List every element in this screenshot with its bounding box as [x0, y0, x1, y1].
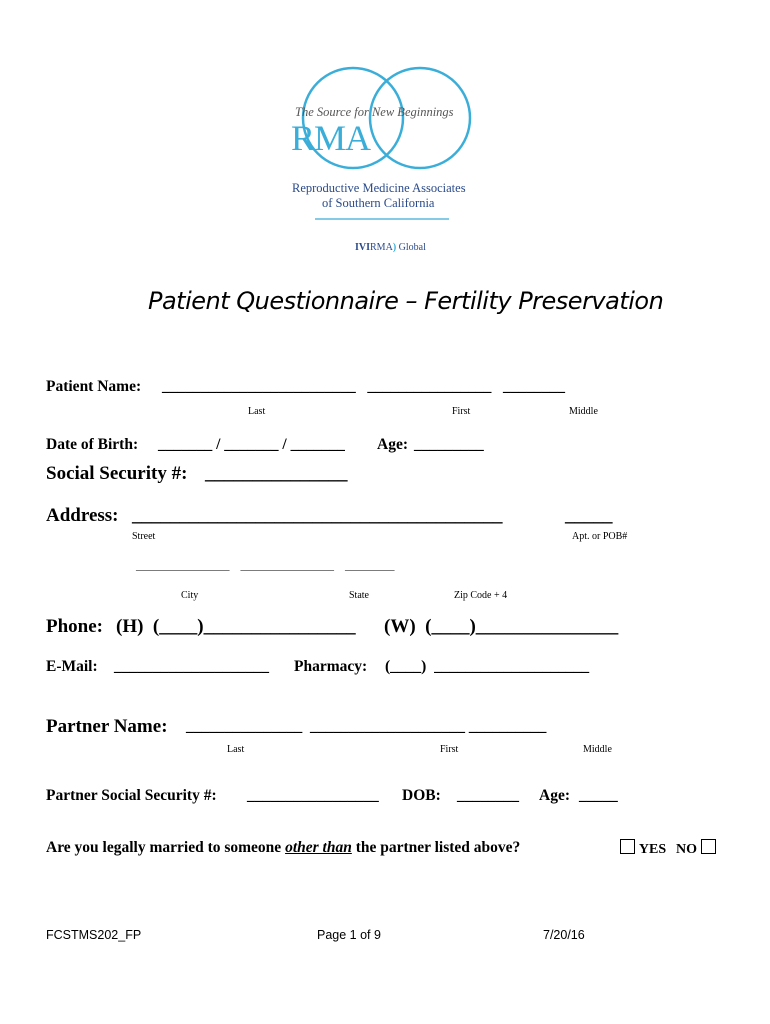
patient-name-label: Patient Name: — [46, 378, 142, 395]
partner-dob-label: DOB: — [402, 787, 441, 804]
address-street-field[interactable]: _______________________________________ — [132, 505, 503, 526]
married-question-emph: other than — [285, 839, 352, 856]
dob-field[interactable]: _______ / _______ / _______ — [158, 436, 345, 453]
partner-name-field[interactable]: _______________ ____________________ __________ — [186, 718, 547, 735]
partner-dob-field[interactable]: ________ — [457, 787, 519, 804]
married-question-post: the partner listed above? — [351, 839, 521, 856]
yes-checkbox[interactable] — [620, 839, 635, 854]
logo-network-mid: RMA — [370, 242, 393, 253]
logo-network-suffix: Global — [398, 242, 426, 253]
address-line2-field[interactable]: _________________ _________________ _________ — [136, 560, 395, 572]
partner-age-label: Age: — [539, 787, 570, 804]
logo-tagline: The Source for New Beginnings — [295, 105, 454, 119]
yes-label: YES — [638, 842, 667, 857]
patient-name-field[interactable]: _________________________ ________________ ________ — [162, 378, 565, 395]
caption-street: Street — [132, 531, 156, 542]
caption-last: Last — [248, 406, 266, 417]
caption-middle: Middle — [569, 406, 598, 417]
logo-network — [345, 231, 426, 264]
footer-page-number: Page 1 of 9 — [317, 928, 381, 942]
no-checkbox[interactable] — [701, 839, 716, 854]
address-label: Address: — [46, 505, 119, 526]
page-title: Patient Questionnaire – Fertility Preservation — [148, 287, 664, 315]
age-field[interactable]: _________ — [414, 436, 484, 453]
married-yes-option[interactable] — [620, 839, 666, 858]
age-label: Age: — [377, 436, 408, 453]
footer-form-code: FCSTMS202_FP — [46, 928, 142, 942]
email-label: E-Mail: — [46, 658, 98, 675]
ssn-field[interactable]: _______________ — [205, 463, 348, 484]
caption-partner-last: Last — [227, 744, 245, 755]
email-field[interactable]: ____________________ — [114, 658, 269, 675]
caption-first: First — [452, 406, 471, 417]
logo-org-line2: of Southern California — [322, 196, 435, 210]
caption-zip: Zip Code + 4 — [454, 590, 508, 601]
caption-partner-middle: Middle — [583, 744, 612, 755]
address-apt-field[interactable]: _____ — [565, 505, 613, 526]
logo-acronym: RMA — [291, 118, 371, 158]
caption-city: City — [181, 590, 199, 601]
phone-home-field[interactable]: (H) (____)________________ — [116, 616, 356, 637]
partner-ssn-field[interactable]: _________________ — [247, 787, 379, 804]
caption-apt: Apt. or POB# — [572, 531, 628, 542]
partner-name-label: Partner Name: — [46, 716, 168, 737]
caption-state: State — [349, 590, 369, 601]
phone-label: Phone: — [46, 616, 103, 637]
logo-org-line1: Reproductive Medicine Associates — [292, 181, 466, 195]
pharmacy-label: Pharmacy: — [294, 658, 368, 675]
married-question — [46, 839, 520, 857]
phone-work-field[interactable]: (W) (____)_______________ — [384, 616, 619, 637]
logo-network-prefix: IVI — [355, 242, 371, 253]
no-label: NO — [676, 842, 697, 857]
logo-paren-icon: ) — [392, 242, 397, 253]
dob-label: Date of Birth: — [46, 436, 139, 453]
partner-age-field[interactable]: _____ — [579, 787, 618, 804]
caption-partner-first: First — [440, 744, 459, 755]
married-no-option[interactable] — [676, 839, 716, 858]
ssn-label: Social Security #: — [46, 463, 188, 484]
married-question-pre: Are you legally married to someone — [46, 839, 286, 856]
footer-date: 7/20/16 — [543, 928, 585, 942]
partner-ssn-label: Partner Social Security #: — [46, 787, 217, 804]
pharmacy-field[interactable]: (____) ____________________ — [385, 658, 590, 675]
rma-logo — [285, 65, 485, 253]
